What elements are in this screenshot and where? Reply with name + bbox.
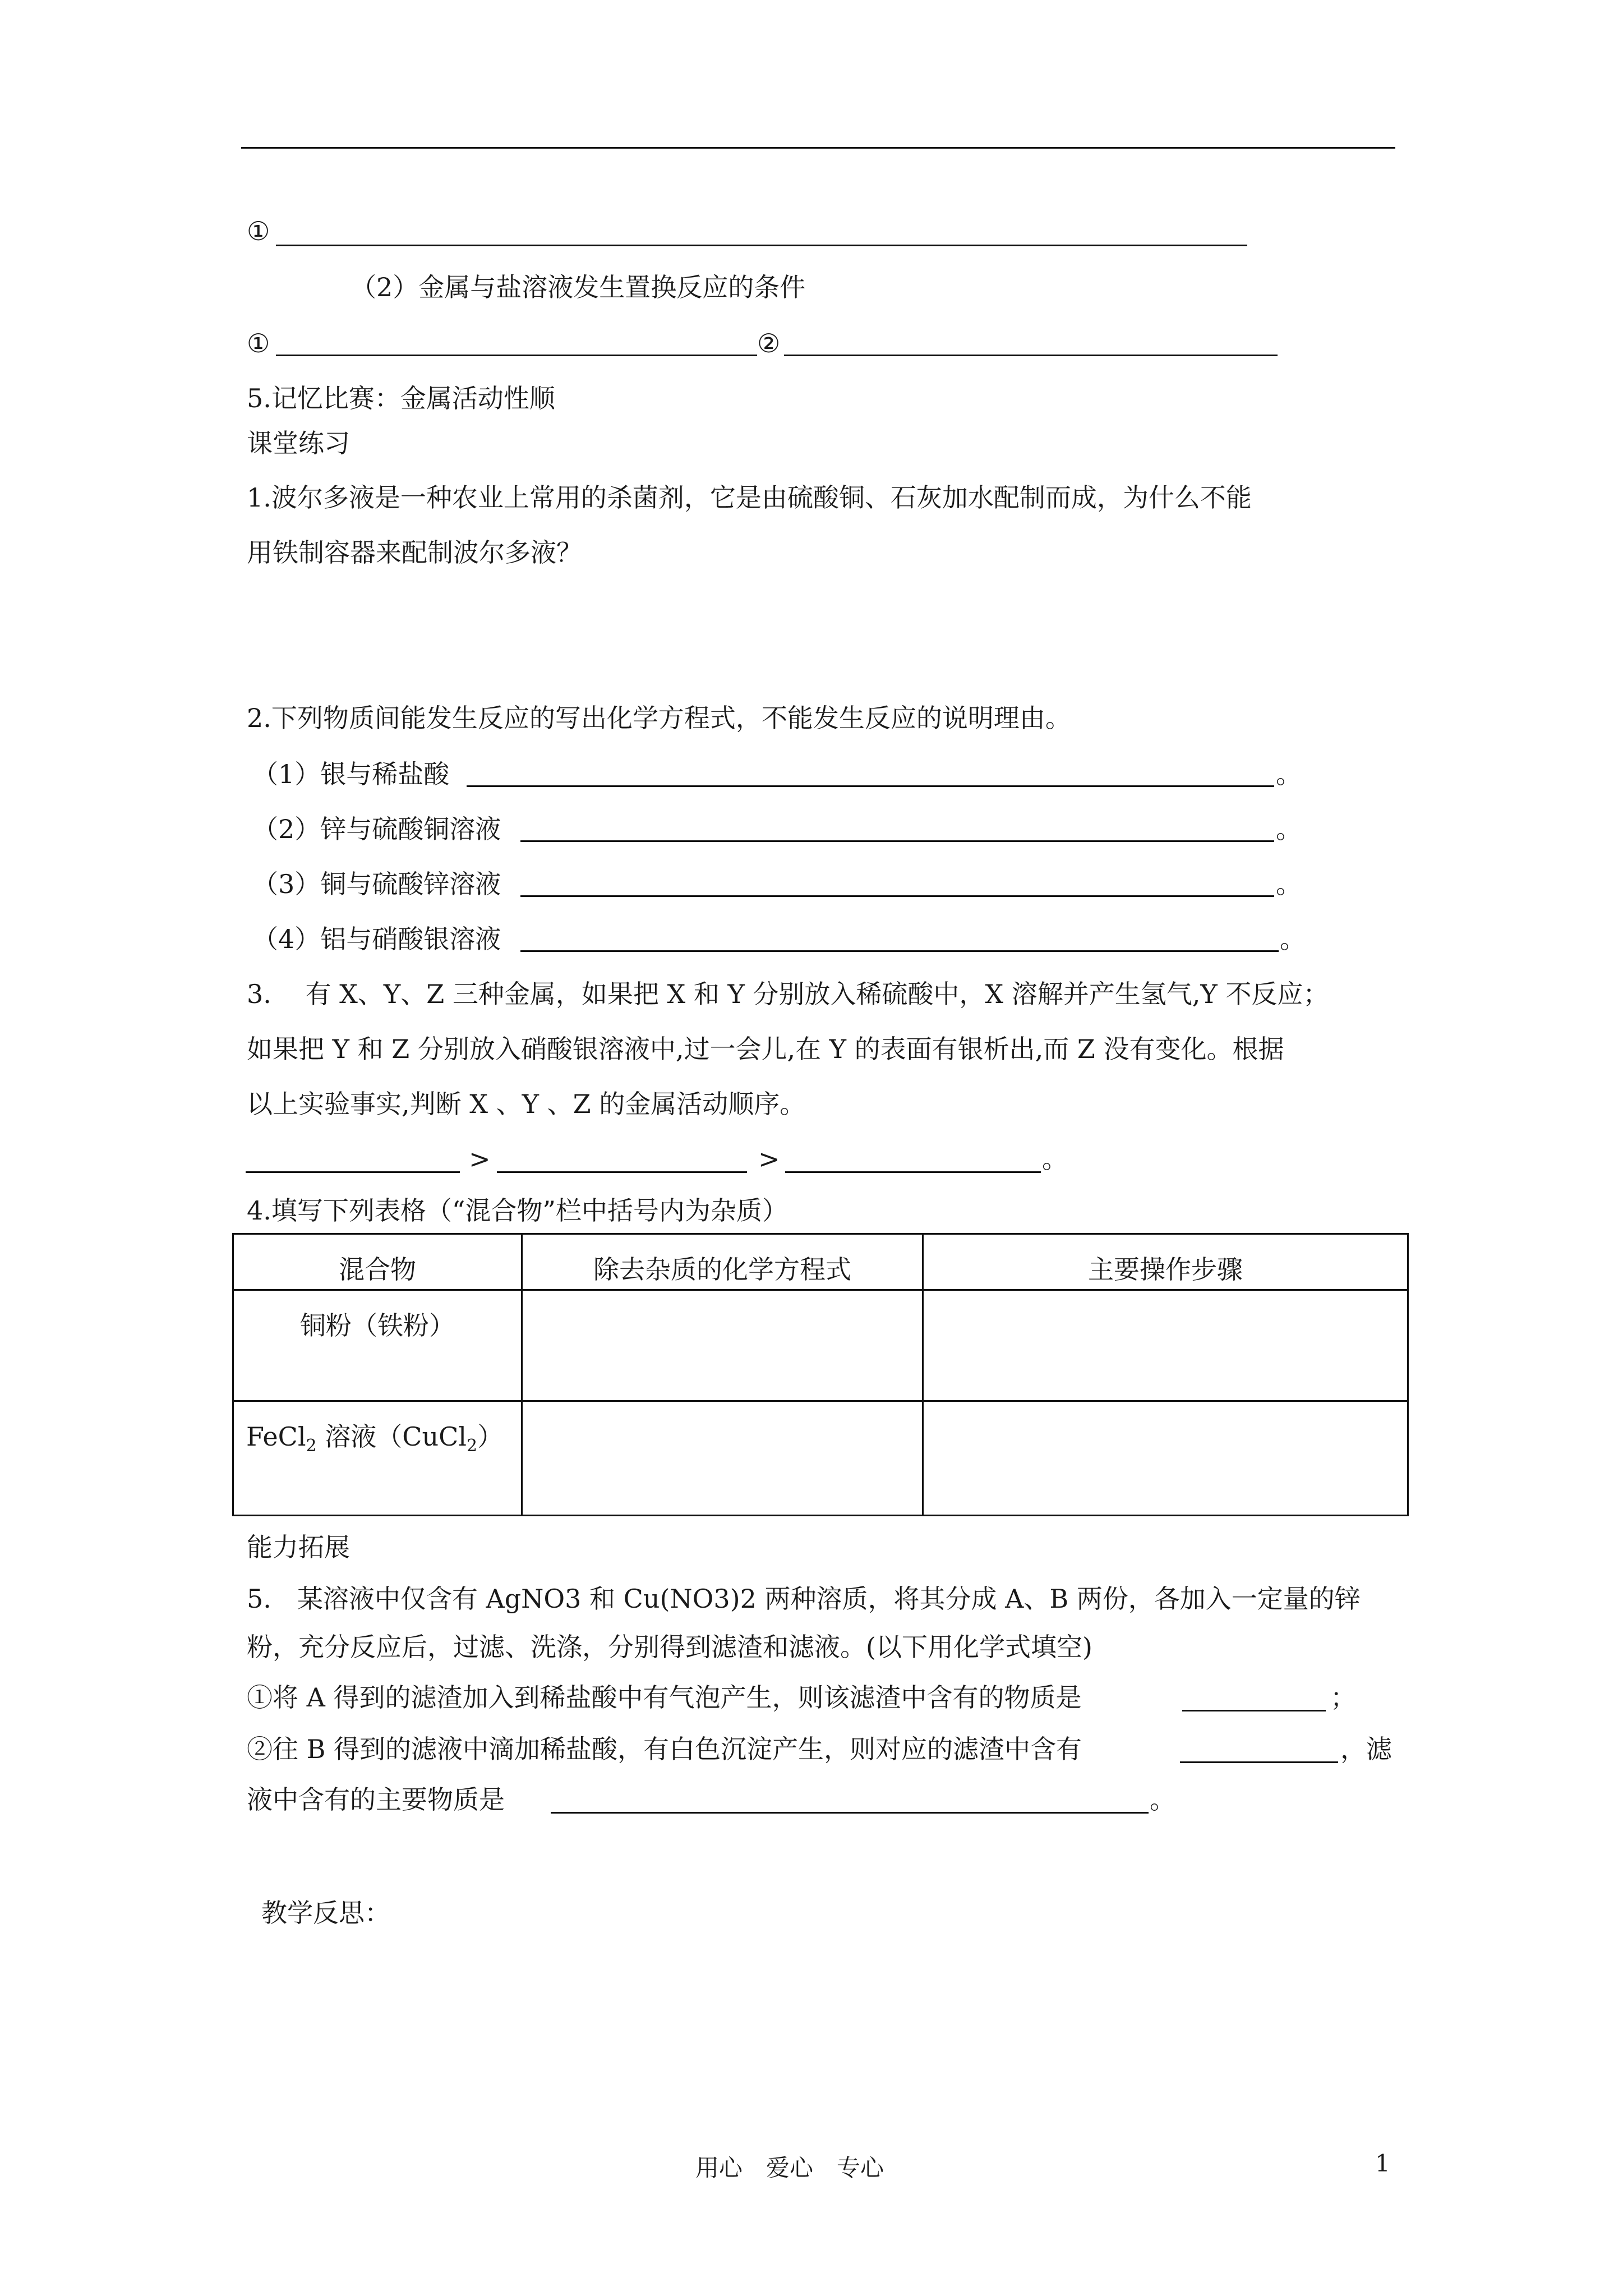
table-header-row [233, 1234, 1408, 1290]
answer-blank [784, 355, 1278, 356]
header-equation: 除去杂质的化学方程式 [522, 1234, 923, 1290]
answer-blank [520, 895, 1274, 897]
subscript: 2 [306, 1436, 317, 1456]
question-2-intro: 2.下列物质间能发生反应的写出化学方程式，不能发生反应的说明理由。 [247, 703, 1071, 733]
question-5-line-3: ①将 A 得到的滤渣加入到稀盐酸中有气泡产生，则该滤渣中含有的物质是 [247, 1682, 1082, 1713]
header-steps: 主要操作步骤 [923, 1234, 1408, 1290]
line-continuation: ，滤 [1340, 1734, 1392, 1764]
cell-mixture-1: 铜粉（铁粉） [233, 1290, 522, 1401]
cell-steps-1[interactable] [923, 1290, 1408, 1401]
teaching-reflection: 教学反思： [261, 1898, 390, 1928]
header-rule [241, 147, 1395, 149]
table-row [233, 1290, 1408, 1401]
circle-number-1: ① [247, 328, 270, 358]
memory-contest: 5.记忆比赛：金属活动性顺 [247, 383, 555, 413]
question-3-line-2: 如果把 Y 和 Z 分别放入硝酸银溶液中,过一会儿,在 Y 的表面有银析出,而 Z 没有变化。根据 [247, 1034, 1284, 1064]
formula-part: 溶液（CuCl [316, 1421, 467, 1452]
answer-blank [276, 245, 1247, 246]
question-3-line-3: 以上实验事实,判断 X 、Y 、Z 的金属活动顺序。 [247, 1089, 806, 1119]
header-mixture: 混合物 [233, 1234, 522, 1290]
impurity-table [232, 1233, 1409, 1516]
formula-part: ） [477, 1421, 504, 1452]
period: 。 [1042, 1144, 1068, 1174]
question-3-line-1: 3. 有 X、Y、Z 三种金属，如果把 X 和 Y 分别放入稀硫酸中，X 溶解并产生氢气,Y 不反应； [247, 979, 1329, 1009]
period: 。 [1276, 759, 1302, 789]
question-5-line-4: ②往 B 得到的滤液中滴加稀盐酸，有白色沉淀产生，则对应的滤渣中含有 [247, 1734, 1082, 1764]
cell-equation-2[interactable] [522, 1401, 923, 1516]
section-heading: （2）金属与盐溶液发生置换反应的条件 [351, 272, 806, 302]
circle-number-1: ① [247, 216, 270, 246]
question-2-item-2: （2）锌与硫酸铜溶液 [252, 814, 501, 844]
section-title-classroom: 课堂练习 [247, 428, 350, 458]
question-4-intro: 4.填写下列表格（“混合物”栏中括号内为杂质） [247, 1195, 788, 1226]
question-2-item-1: （1）银与稀盐酸 [252, 759, 450, 789]
cell-steps-2[interactable] [923, 1401, 1408, 1516]
answer-blank [246, 1171, 460, 1173]
cell-mixture-2 [233, 1401, 522, 1516]
question-5-line-1: 5. 某溶液中仅含有 AgNO3 和 Cu(NO3)2 两种溶质，将其分成 A、B 两份，各加入一定量的锌 [247, 1584, 1361, 1614]
formula-part: FeCl [246, 1421, 306, 1452]
answer-blank [1180, 1761, 1338, 1763]
period: 。 [1276, 814, 1302, 844]
answer-blank [467, 785, 1274, 787]
answer-blank [551, 1812, 1149, 1814]
greater-than: > [469, 1144, 491, 1174]
question-5-line-2: 粉，充分反应后，过滤、洗涤，分别得到滤渣和滤液。(以下用化学式填空) [247, 1632, 1092, 1662]
question-2-item-4: （4）铝与硝酸银溶液 [252, 924, 501, 954]
table-row [233, 1401, 1408, 1516]
footer-motto: 用心 爱心 专心 [695, 2154, 884, 2182]
answer-blank [1182, 1710, 1326, 1711]
greater-than: > [758, 1144, 780, 1174]
question-1-line-1: 1.波尔多液是一种农业上常用的杀菌剂，它是由硫酸铜、石灰加水配制而成，为什么不能 [247, 482, 1252, 513]
answer-blank [520, 950, 1279, 952]
circle-number-2: ② [757, 328, 781, 358]
answer-blank [785, 1171, 1041, 1173]
cell-equation-1[interactable] [522, 1290, 923, 1401]
section-title-ability: 能力拓展 [247, 1532, 350, 1562]
period: 。 [1150, 1784, 1175, 1815]
answer-blank [497, 1171, 747, 1173]
answer-blank [276, 355, 757, 356]
period: 。 [1280, 924, 1306, 954]
semicolon: ； [1330, 1682, 1356, 1713]
question-1-line-2: 用铁制容器来配制波尔多液？ [247, 537, 582, 568]
period: 。 [1276, 869, 1302, 899]
question-2-item-3: （3）铜与硫酸锌溶液 [252, 869, 501, 899]
question-5-line-5: 液中含有的主要物质是 [247, 1784, 505, 1815]
subscript: 2 [467, 1436, 478, 1456]
page-number: 1 [1375, 2150, 1390, 2177]
answer-blank [520, 840, 1274, 842]
